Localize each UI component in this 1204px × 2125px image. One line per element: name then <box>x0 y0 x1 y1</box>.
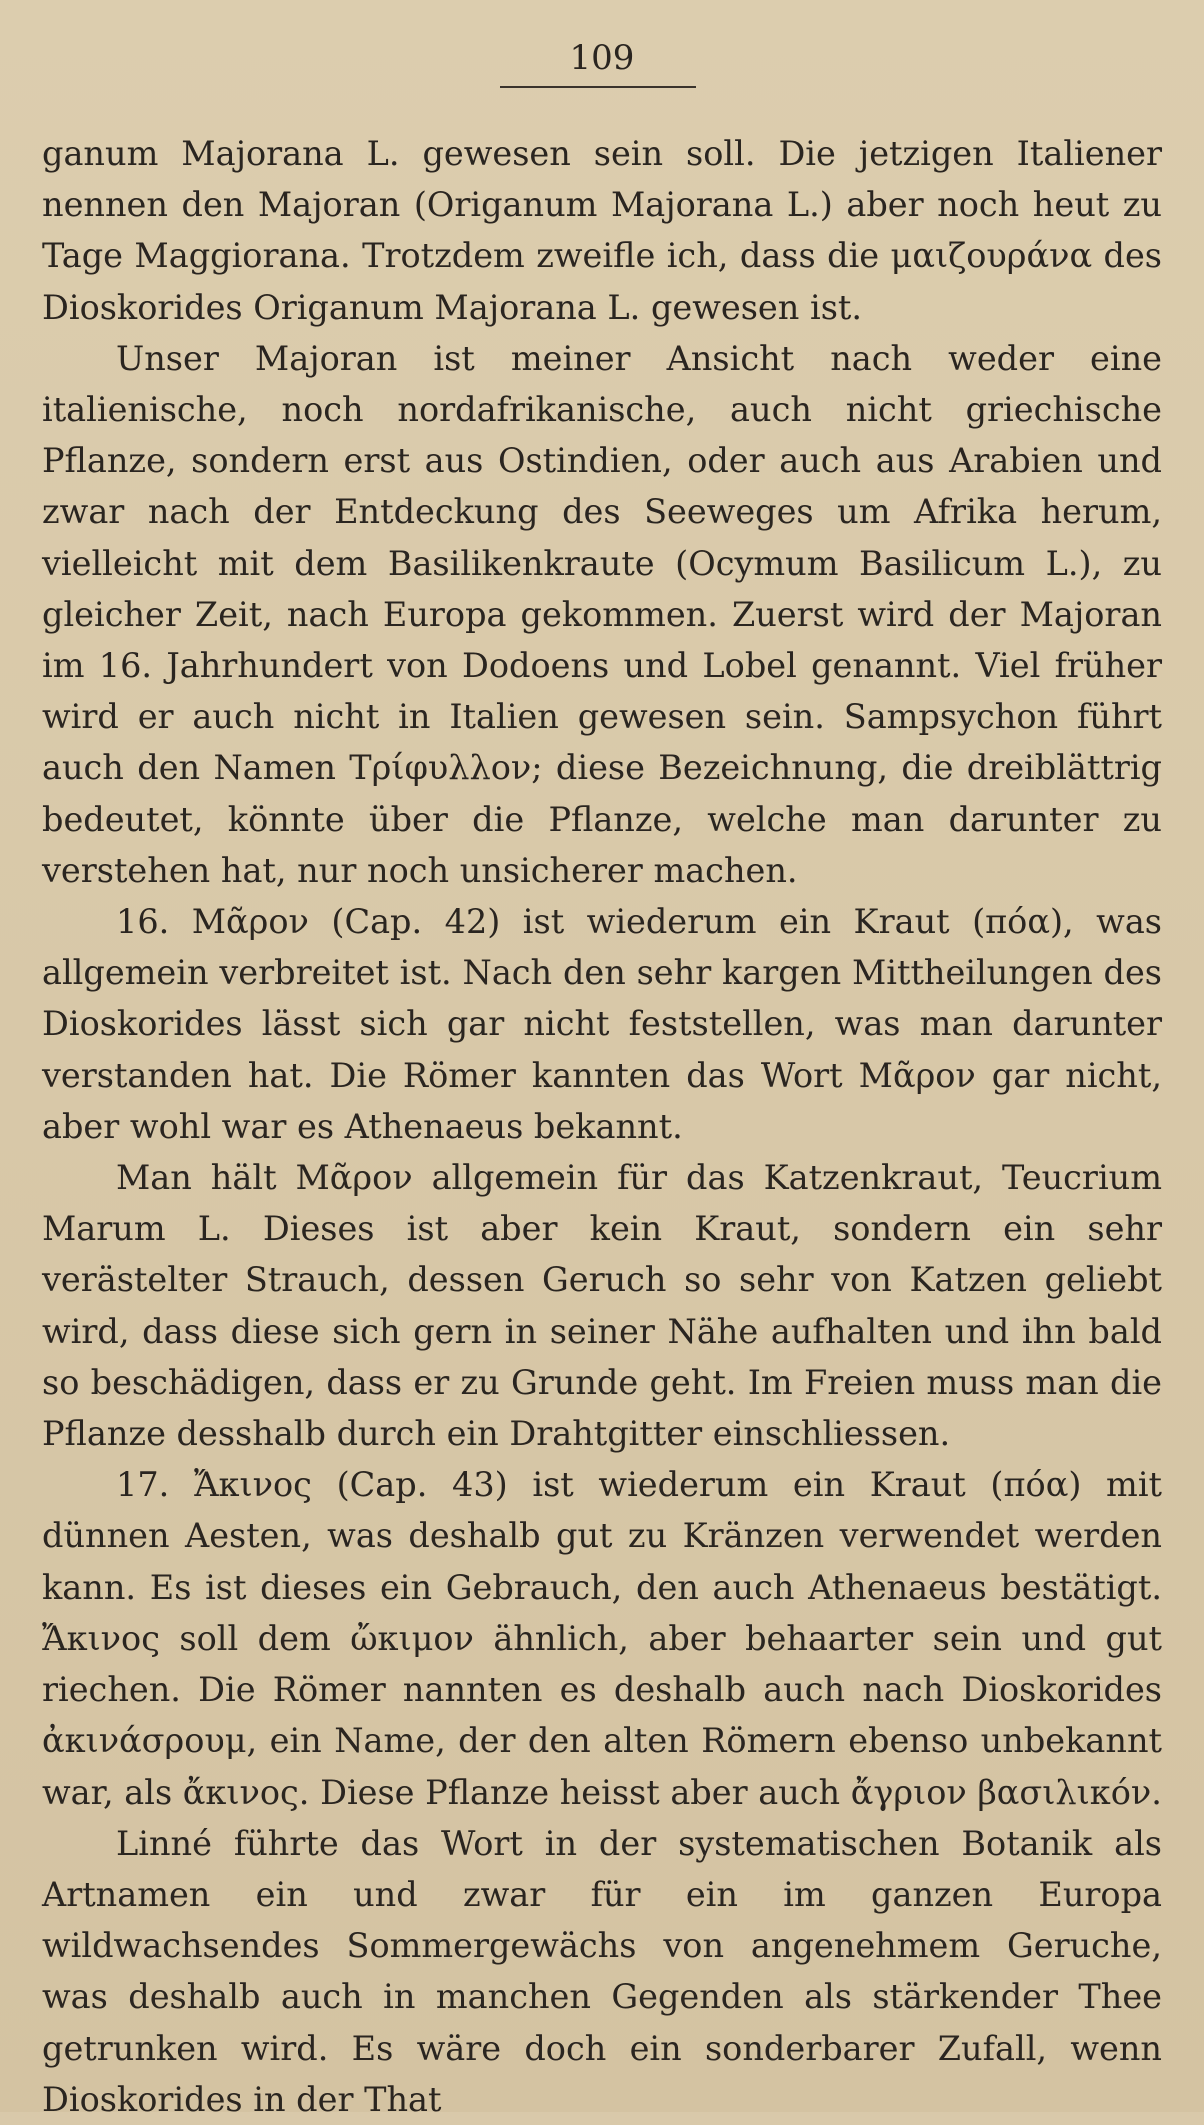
paragraph: Unser Majoran ist meiner Ansicht nach weder eine italienische, noch nordafrikanische, auch nicht griechische Pflanze, sondern erst aus Ostindien, oder auch aus Arabien und zwar nach der Entdeckung des Seeweges um Afrika herum, vielleicht mit dem Basilikenkraute (Ocymum Basilicum L.), zu gleicher Zeit, nach Europa gekommen. Zuerst wird der Majoran im 16. Jahrhundert von Dodoens und Lobel genannt. Viel früher wird er auch nicht in Italien gewesen sein. Sampsychon führt auch den Namen Τρίφυλλον; diese Bezeichnung, die dreiblättrig bedeutet, könnte über die Pflanze, welche man darunter zu verstehen hat, nur noch unsicherer machen. <box>42 338 1162 890</box>
body-text <box>42 128 1162 2125</box>
paragraph: 17. Ἄκινος (Cap. 43) ist wiederum ein Kraut (πόα) mit dünnen Aesten, was deshalb gut zu Kränzen verwendet werden kann. Es ist dieses ein Gebrauch, den auch Athenaeus bestätigt. Ἄκινος soll dem ὤκιμον ähnlich, aber behaarter sein und gut riechen. Die Römer nannten es deshalb auch nach Dioskorides ἀκινάσρουμ, ein Name, der den alten Römern ebenso unbekannt war, als ἄκινος. Diese Pflanze heisst aber auch ἄγριον βασιλικόν. <box>42 1465 1162 1812</box>
paragraph: 16. Μᾶρον (Cap. 42) ist wiederum ein Kraut (πόα), was allgemein verbreitet ist. Nach den sehr kargen Mittheilungen des Dioskorides lässt sich gar nicht feststellen, was man darunter verstanden hat. Die Römer kannten das Wort Μᾶρον gar nicht, aber wohl war es Athenaeus bekannt. <box>42 902 1162 1146</box>
paragraph: Man hält Μᾶρον allgemein für das Katzenkraut, Teucrium Marum L. Dieses ist aber kein Kraut, sondern ein sehr verästelter Strauch, dessen Geruch so sehr von Katzen geliebt wird, dass diese sich gern in seiner Nähe aufhalten und ihn bald so beschädigen, dass er zu Grunde geht. Im Freien muss man die Pflanze desshalb durch ein Drahtgitter einschliessen. <box>42 1158 1162 1454</box>
header-rule <box>500 86 696 88</box>
paragraph: Linné führte das Wort in der systematischen Botanik als Artnamen ein und zwar für ein im ganzen Europa wildwachsendes Sommergewächs von angenehmem Geruche, was deshalb auch in manchen Gegenden als stärkender Thee getrunken wird. Es wäre doch ein sonderbarer Zufall, wenn Dioskorides in der That <box>42 1823 1162 2119</box>
paragraph: ganum Majorana L. gewesen sein soll. Die jetzigen Italiener nennen den Majoran (Origanum Majorana L.) aber noch heut zu Tage Maggiorana. Trotzdem zweifle ich, dass die μαιζουράνα des Dioskorides Origanum Majorana L. gewesen ist. <box>42 134 1162 327</box>
page-number: 109 <box>569 38 635 78</box>
